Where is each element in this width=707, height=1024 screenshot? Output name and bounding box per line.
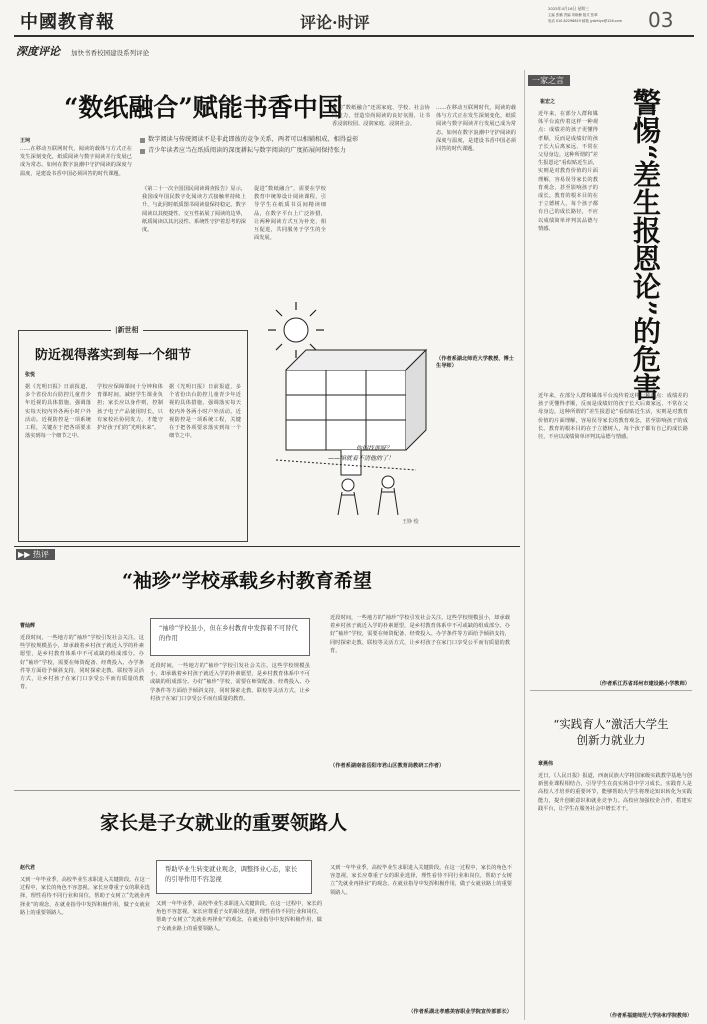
cartoon-speech-1: 你们找谁呀？	[356, 445, 393, 452]
column-author: 崔宏之	[540, 99, 556, 105]
xinshiye-body: 学校应保障课间十分钟和体育课时间，减轻学生课业负担；家长应以身作则，控制孩子电子产品使用时长。只有家校社协同发力，才能守护好孩子们的“光明未来”。	[97, 384, 163, 432]
xinshiye-author: 张悦	[25, 372, 36, 378]
lead-affiliation: （作者系湖北师范大学教授、博士生导师）	[436, 356, 514, 369]
masthead-rule	[14, 35, 694, 37]
jobs-body: 又到一年毕业季，高校毕业生求职进入关键阶段。在这一过程中，家长的角色不容忽视。家长应尊重子女的职业选择，理性看待不同行业和岗位，帮助子女树立“先就业再择业”的观念，在就业指导中发挥积极作用，做子女就业路上的重要领路人。	[20, 877, 150, 916]
lead-body: 促进“数纸融合”，需要在学校教育中统筹设计阅读课程，引导学生在纸质书页间精读细品，在数字平台上广泛涉猎，让两种阅读方式互为补充、相互促进，共同服务于学生的全面发展。	[254, 186, 326, 242]
rebound-pullquote: “袖珍”学校虽小，但在乡村教育中发挥着不可替代的作用	[150, 618, 310, 656]
series-banner	[16, 40, 276, 60]
rebound-headline: “袖珍”学校承载乡村教育希望	[122, 570, 372, 592]
cartoon	[256, 300, 432, 540]
column-body: 近年来，在部分人群和媒体平台流传着这样一种观点：成绩差的孩子更懂得孝顺，反而是成绩好的孩子长大后离家远、不常在父母身边。这种所谓的“差生报恩论”看似贴近生活，实则是对教育价值的片面理解，容易误导家长的教育观念，甚至影响孩子的成长。教育的根本目的在于立德树人，每个孩子都有自己的成长路径，不应以成绩简单评判其品德与情感。	[538, 111, 598, 232]
practice-affiliation: （作者系福建师范大学协和学院教师）	[606, 1013, 692, 1019]
editor-line: 主编 张鹏 责编 刘晓楠 版式 张翠	[548, 13, 598, 17]
xinshiye-box	[18, 326, 248, 542]
column-body: 近年来，在部分人群和媒体平台流传着这样一种观点：成绩差的孩子更懂得孝顺，反而是成绩好的孩子长大后离家远、不常在父母身边。这种所谓的“差生报恩论”看似贴近生活，实则是对教育价值的片面理解，容易误导家长的教育观念，甚至影响孩子的成长。教育的根本目的在于立德树人，每个孩子都有自己的成长路径，不应以成绩简单评判其品德与情感。	[538, 393, 688, 441]
jobs-author: 赵代君	[20, 865, 36, 871]
xinshiye-body: 据《光明日报》日前报道，多个省份出台防控儿童青少年近视的具体措施，强调落实每天校内外各两小时户外活动。近视防控是一项系统工程，关键在于把各项要求落实到每一个细节之中。	[25, 384, 91, 440]
series-title: 加快书香校园建设系列评论	[71, 49, 150, 57]
rebound-author: 曹灿辉	[20, 623, 36, 629]
cartoon-credit: 王铮 绘	[402, 519, 419, 525]
series-label: 深度评论	[16, 45, 60, 58]
lead-body: ……在移动互联网时代，阅读的载体与方式正在发生深刻变化，纸质阅读与数字阅读并行发展已成为常态。如何在数字浪潮中守护阅读的深度与温度，是建设书香中国必须回答的时代课题。	[436, 105, 516, 153]
rebound-affiliation: （作者系湖南省岳阳市君山区教育局教研工作者）	[330, 763, 445, 769]
jobs-body: 又到一年毕业季，高校毕业生求职进入关键阶段。在这一过程中，家长的角色不容忽视。家长应尊重子女的职业选择，理性看待不同行业和岗位，帮助子女树立“先就业再择业”的观念，在就业指导中发挥积极作用，做子女就业路上的重要领路人。	[156, 901, 322, 932]
xinshiye-tag: |新世相	[111, 325, 143, 335]
jobs-rule	[14, 790, 520, 791]
xinshiye-body: 据《光明日报》日前报道，多个省份出台防控儿童青少年近视的具体措施，强调落实每天校内外各两小时户外活动。近视防控是一项系统工程，关键在于把各项要求落实到每一个细节之中。	[169, 384, 241, 440]
lead-body: 《第二十一次全国国民阅读调查报告》显示，我国成年国民数字化阅读方式接触率持续上升，与此同时纸质图书阅读量保持稳定。数字阅读以其便捷性、交互性拓展了阅读的边界，纸质阅读以其沉浸性、系统性守护着思考的深度。	[142, 186, 246, 234]
lead-bullet: 数字阅读与传统阅读不是非此即彼的竞争关系，两者可以相辅相成、相得益彰	[140, 136, 390, 145]
lead-headline: “数纸融合”赋能书香中国	[64, 93, 343, 122]
jobs-body: 又到一年毕业季，高校毕业生求职进入关键阶段。在这一过程中，家长的角色不容忽视。家长应尊重子女的职业选择，理性看待不同行业和岗位，帮助子女树立“先就业再择业”的观念，在就业指导中发挥积极作用，做子女就业路上的重要领路人。	[330, 865, 512, 896]
practice-body: 近日，《人民日报》报道，西南民族大学将国家级实践教学基地与创新创业课程相结合，引导学生在真实场景中学习成长。实践育人是高校人才培养的重要环节，能够帮助大学生将理论知识转化为实践能力，提升创新意识和就业竞争力。高校应加强校企合作，搭建实践平台，让学生在服务社会中增长才干。	[538, 773, 692, 812]
rebound-rule	[14, 546, 520, 547]
section-title: 评论·时评	[300, 13, 370, 32]
rebound-body: 近段时间，一些地方的“袖珍”学校引发社会关注。这些学校规模虽小，却承载着乡村孩子就近入学的朴素愿望，是乡村教育体系中不可或缺的组成部分。办好“袖珍”学校，需要在师资配备、经费投入、办学条件等方面给予倾斜支持，同时探索走教、联校等灵活方式，让乡村孩子在家门口享受公平而有质量的教育。	[150, 663, 310, 702]
lead-bullet: 青少年读者应当在纸质阅读的深度耕耘与数字阅读的广度拓展间保持张力	[140, 147, 390, 156]
issue-date: 2025年4月16日 星期三	[548, 6, 589, 11]
practice-headline-line1: “实践育人”激活大学生	[553, 717, 669, 731]
xinshiye-headline: 防近视得落实到每一个细节	[35, 348, 192, 363]
practice-headline-line2: 创新力就业力	[576, 733, 646, 747]
rebound-tag: ▶▶ 热评	[16, 549, 55, 560]
rebound-body: 近段时间，一些地方的“袖珍”学校引发社会关注。这些学校规模虽小，却承载着乡村孩子就近入学的朴素愿望，是乡村教育体系中不可或缺的组成部分。办好“袖珍”学校，需要在师资配备、经费投入、办学条件等方面给予倾斜支持，同时探索走教、联校等灵活方式，让乡村孩子在家门口享受公平而有质量的教育。	[20, 635, 144, 691]
lead-body: ……在移动互联网时代，阅读的载体与方式正在发生深刻变化，纸质阅读与数字阅读并行发展已成为常态。如何在数字浪潮中守护阅读的深度与温度，是建设书香中国必须回答的时代课题。	[20, 146, 132, 177]
rebound-body: 近段时间，一些地方的“袖珍”学校引发社会关注。这些学校规模虽小，却承载着乡村孩子就近入学的朴素愿望，是乡村教育体系中不可或缺的组成部分。办好“袖珍”学校，需要在师资配备、经费投入、办学条件等方面给予倾斜支持，同时探索走教、联校等灵活方式，让乡村孩子在家门口享受公平而有质量的教育。	[330, 615, 510, 654]
column-divider	[524, 70, 525, 1020]
lead-body: 推动“数纸融合”还需家庭、学校、社会协同发力，营造崇尚阅读的良好氛围，让书香浸润校园、浸润家庭、浸润社会。	[332, 105, 430, 128]
column-affiliation: （作者系江苏省邳州市建设路小学教师）	[596, 681, 690, 687]
lead-author: 王珂	[20, 138, 31, 144]
jobs-pullquote: 帮助毕业生转变就业观念，调整择业心态，家长的引导作用不容忽视	[156, 860, 312, 894]
page-number: 03	[648, 8, 674, 32]
cartoon-illustration	[256, 300, 432, 520]
practice-author: 章燕伟	[538, 761, 554, 767]
newspaper-logo: 中國教育報	[20, 12, 115, 33]
practice-divider	[530, 690, 692, 691]
cartoon-speech-2: ——咱就看不清他的了！	[328, 455, 395, 462]
column-headline: 警惕“差生报恩论”的危害	[629, 88, 662, 401]
jobs-headline: 家长是子女就业的重要领路人	[100, 812, 348, 834]
column-tag: 一家之言	[528, 75, 570, 86]
practice-headline	[530, 716, 692, 748]
jobs-affiliation: （作者系湖北孝感美容职业学院宣传部部长）	[408, 1009, 512, 1015]
contact-line: 电话 010-82296819 邮箱 jydzhlyx@126.com	[548, 19, 622, 23]
